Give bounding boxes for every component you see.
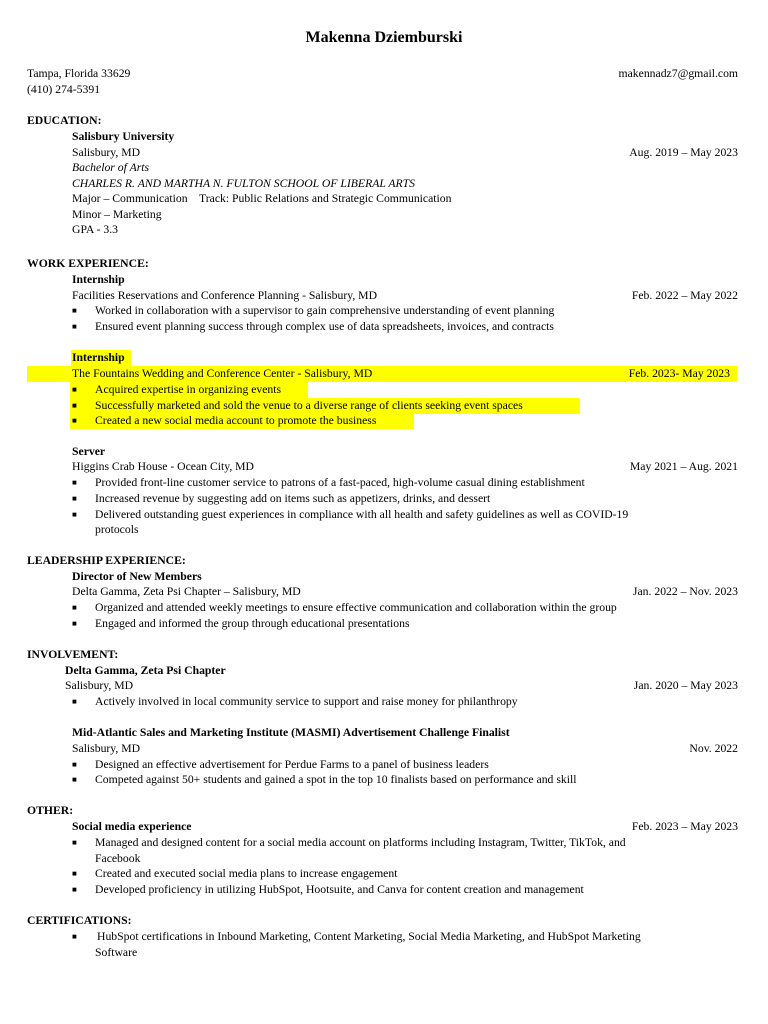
list-item: [0, 757, 768, 773]
bullet-icon: ■: [72, 603, 77, 612]
job-org-row: [0, 288, 768, 304]
bullet-icon: ■: [72, 885, 77, 894]
involvement-dates: Nov. 2022: [689, 742, 738, 755]
bullet-text: Increased revenue by suggesting add on items such as appetizers, drinks, and dessert: [95, 492, 491, 505]
job-title: Server: [72, 445, 106, 458]
involvement-title: Delta Gamma, Zeta Psi Chapter: [65, 664, 226, 677]
bullet-text: Developed proficiency in utilizing HubSpot, Hootsuite, and Canva for content creation and management: [95, 883, 584, 896]
bullet-text: Worked in collaboration with a supervisor to gain comprehensive understanding of event planning: [95, 304, 555, 317]
bullet-icon: ■: [72, 385, 77, 394]
bullet-icon: ■: [72, 478, 77, 487]
job-title-row: [0, 272, 768, 288]
involvement-location: Salisbury, MD: [65, 679, 134, 692]
job-org: The Fountains Wedding and Conference Center - Salisbury, MD: [72, 367, 373, 380]
work-heading: WORK EXPERIENCE:: [27, 257, 149, 270]
list-item: [0, 929, 768, 945]
involvement-dates: Jan. 2020 – May 2023: [633, 679, 738, 692]
job-title: Internship: [72, 273, 125, 286]
job-dates: Feb. 2023- May 2023: [628, 367, 730, 380]
list-item: [0, 835, 768, 851]
job-title: Internship: [72, 351, 125, 364]
education-college-row: [0, 176, 768, 192]
education-heading-row: [0, 113, 768, 129]
involvement-location-row: [0, 741, 768, 757]
certifications-heading-row: [0, 913, 768, 929]
bullet-text: Designed an effective advertisement for Perdue Farms to a panel of business leaders: [95, 758, 489, 771]
list-item: [0, 600, 768, 616]
bullet-icon: ■: [72, 775, 77, 784]
education-school: Salisbury University: [72, 130, 175, 143]
education-dates: Aug. 2019 – May 2023: [629, 146, 738, 159]
bullet-text: Organized and attended weekly meetings to ensure effective communication and collaboration within the group: [95, 601, 617, 614]
list-item: [0, 772, 768, 788]
bullet-icon: ■: [72, 306, 77, 315]
address: Tampa, Florida 33629: [27, 67, 131, 80]
involvement-title-row: [0, 725, 768, 741]
certifications-heading: CERTIFICATIONS:: [27, 914, 132, 927]
bullet-icon: ■: [72, 416, 77, 425]
bullet-text: Facebook: [95, 852, 141, 865]
bullet-text: Provided front-line customer service to patrons of a fast-paced, high-volume casual dining establishment: [95, 476, 585, 489]
bullet-text: Competed against 50+ students and gained a spot in the top 10 finalists based on performance and skill: [95, 773, 577, 786]
leadership-title: Director of New Members: [72, 570, 202, 583]
job-dates: Feb. 2022 – May 2022: [631, 289, 738, 302]
leadership-title-row: [0, 569, 768, 585]
education-location-row: [0, 145, 768, 161]
bullet-text: Ensured event planning success through complex use of data spreadsheets, invoices, and contracts: [95, 320, 554, 333]
list-item: [0, 866, 768, 882]
contact-row-1: [0, 66, 768, 82]
job-org-row: [0, 459, 768, 475]
list-item: [0, 382, 768, 398]
list-item: [0, 694, 768, 710]
involvement-location-row: [0, 678, 768, 694]
leadership-dates: Jan. 2022 – Nov. 2023: [632, 585, 738, 598]
work-heading-row: [0, 256, 768, 272]
job-dates: May 2021 – Aug. 2021: [629, 460, 738, 473]
bullet-icon: ■: [72, 494, 77, 503]
list-item: [0, 507, 768, 523]
bullet-text: Actively involved in local community service to support and raise money for philanthropy: [95, 695, 518, 708]
bullet-icon: ■: [72, 932, 77, 941]
list-item: [0, 319, 768, 335]
job-title-row: [0, 444, 768, 460]
bullet-icon: ■: [72, 838, 77, 847]
bullet-icon: ■: [72, 510, 77, 519]
resume-name: Makenna Dziemburski: [305, 29, 463, 46]
education-school-row: [0, 129, 768, 145]
phone: (410) 274-5391: [27, 83, 101, 96]
involvement-heading-row: [0, 647, 768, 663]
bullet-text: Software: [95, 946, 138, 959]
bullet-text: Successfully marketed and sold the venue to a diverse range of clients seeking event spaces: [95, 399, 523, 412]
education-major: Major – Communication Track: Public Relations and Strategic Communication: [72, 192, 452, 205]
education-degree-row: [0, 160, 768, 176]
list-item: [0, 882, 768, 898]
other-heading-row: [0, 803, 768, 819]
list-item: [0, 413, 768, 429]
other-dates: Feb. 2023 – May 2023: [631, 820, 738, 833]
education-location: Salisbury, MD: [72, 146, 141, 159]
bullet-text: Created and executed social media plans to increase engagement: [95, 867, 398, 880]
involvement-location: Salisbury, MD: [72, 742, 141, 755]
bullet-text: Engaged and informed the group through educational presentations: [95, 617, 410, 630]
involvement-title-row: [0, 663, 768, 679]
bullet-text: Managed and designed content for a social media account on platforms including Instagram, Twitter, TikTok, and: [95, 836, 626, 849]
bullet-icon: ■: [72, 401, 77, 410]
education-minor: Minor – Marketing: [72, 208, 162, 221]
bullet-text: HubSpot certifications in Inbound Marketing, Content Marketing, Social Media Marketing, and HubSpot Marketing: [97, 930, 641, 943]
education-gpa-row: [0, 222, 768, 238]
leadership-heading-row: [0, 553, 768, 569]
bullet-icon: ■: [72, 619, 77, 628]
leadership-org: Delta Gamma, Zeta Psi Chapter – Salisbury, MD: [72, 585, 301, 598]
email: makennadz7@gmail.com: [618, 67, 738, 80]
bullet-text: Created a new social media account to promote the business: [95, 414, 377, 427]
contact-row-2: [0, 82, 768, 98]
leadership-heading: LEADERSHIP EXPERIENCE:: [27, 554, 186, 567]
other-title: Social media experience: [72, 820, 192, 833]
involvement-title: Mid-Atlantic Sales and Marketing Institute (MASMI) Advertisement Challenge Finalist: [72, 726, 510, 739]
education-major-row: [0, 191, 768, 207]
involvement-heading: INVOLVEMENT:: [27, 648, 119, 661]
bullet-text: Delivered outstanding guest experiences in compliance with all health and safety guidelines as well as COVID-19: [95, 508, 629, 521]
list-item: [0, 303, 768, 319]
bullet-icon: ■: [72, 322, 77, 331]
leadership-org-row: [0, 584, 768, 600]
bullet-icon: ■: [72, 697, 77, 706]
list-item: [0, 616, 768, 632]
job-org: Facilities Reservations and Conference Planning - Salisbury, MD: [72, 289, 378, 302]
education-heading: EDUCATION:: [27, 114, 102, 127]
list-item: [0, 491, 768, 507]
list-item-continuation: [0, 851, 768, 867]
education-minor-row: [0, 207, 768, 223]
bullet-icon: ■: [72, 760, 77, 769]
bullet-text: protocols: [95, 523, 139, 536]
job-org: Higgins Crab House - Ocean City, MD: [72, 460, 254, 473]
list-item: [0, 398, 768, 414]
education-gpa: GPA - 3.3: [72, 223, 119, 236]
job-org-row: [0, 366, 768, 382]
list-item: [0, 475, 768, 491]
list-item-continuation: [0, 522, 768, 538]
education-college: CHARLES R. AND MARTHA N. FULTON SCHOOL OF LIBERAL ARTS: [72, 177, 415, 190]
bullet-text: Acquired expertise in organizing events: [95, 383, 282, 396]
list-item-continuation: [0, 945, 768, 961]
job-title-row: [0, 350, 768, 366]
bullet-icon: ■: [72, 869, 77, 878]
other-title-row: [0, 819, 768, 835]
education-degree: Bachelor of Arts: [72, 161, 150, 174]
other-heading: OTHER:: [27, 804, 74, 817]
